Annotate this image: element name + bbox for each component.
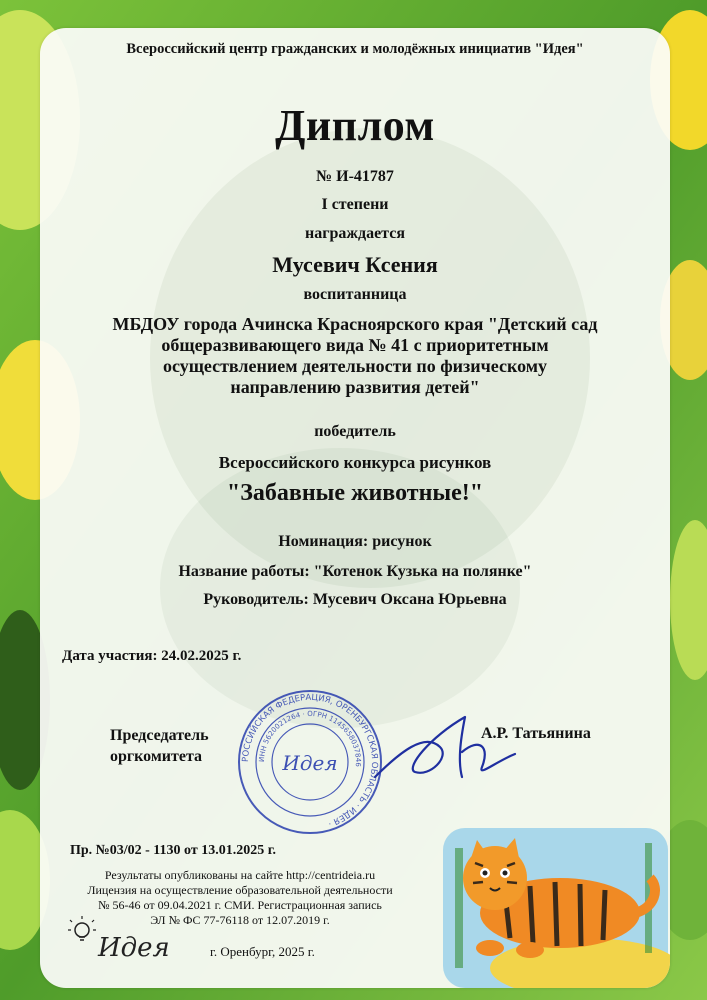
publication-line: ЭЛ № ФС 77-76118 от 12.07.2019 г. bbox=[150, 913, 330, 927]
chairman-name: А.Р. Татьянина bbox=[481, 725, 591, 742]
chairman-title-line: Председатель bbox=[110, 727, 209, 744]
city-year: г. Оренбург, 2025 г. bbox=[210, 944, 315, 959]
diploma-card bbox=[40, 28, 670, 988]
organization-stamp bbox=[236, 688, 384, 836]
institution-name bbox=[40, 314, 670, 398]
publication-line: № 56-46 от 09.04.2021 г. СМИ. Регистрационная запись bbox=[98, 898, 382, 912]
signature bbox=[370, 692, 520, 792]
stamp-outer-text: РОССИЙСКАЯ ФЕДЕРАЦИЯ, ОРЕНБУРГСКАЯ ОБЛАСТЬ · ИДЕЯ · bbox=[240, 692, 380, 829]
diploma-degree: I степени bbox=[321, 196, 389, 213]
recipient-name: Мусевич Ксения bbox=[272, 252, 438, 277]
institution-line: общеразвивающего вида № 41 с приоритетным bbox=[161, 335, 549, 355]
institution-line: осуществлением деятельности по физическому bbox=[162, 356, 548, 376]
awarded-label: награждается bbox=[305, 225, 405, 242]
bulb-icon bbox=[75, 923, 89, 937]
institution-line: направлению развития детей" bbox=[230, 377, 480, 397]
nomination: Номинация: рисунок bbox=[278, 533, 432, 550]
logo-text: Идея bbox=[98, 933, 170, 963]
publication-line: Лицензия на осуществление образовательной деятельности bbox=[87, 883, 393, 897]
stamp-center-text: Идея bbox=[282, 751, 338, 775]
chairman-title bbox=[110, 725, 209, 767]
diploma-number: № И-41787 bbox=[316, 168, 394, 185]
contest-name: Всероссийского конкурса рисунков bbox=[218, 453, 492, 472]
stamp-inner-text: ИНН 5620021264 · ОГРН 1145658037846 bbox=[257, 709, 363, 768]
diploma-title: Диплом bbox=[275, 101, 435, 150]
institution-line: МБДОУ города Ачинска Красноярского края "Детский сад bbox=[112, 314, 598, 334]
contest-title: "Забавные животные!" bbox=[226, 480, 484, 506]
organization-name: Всероссийский центр гражданских и молодёжных инициатив "Идея" bbox=[126, 41, 584, 57]
publication-line: Результаты опубликованы на сайте http://centrideia.ru bbox=[104, 868, 376, 882]
chairman-title-line: оргкомитета bbox=[110, 748, 202, 765]
idea-logo bbox=[68, 916, 188, 966]
work-title: Название работы: "Котенок Кузька на полянке" bbox=[178, 563, 532, 580]
participation-date: Дата участия: 24.02.2025 г. bbox=[62, 648, 242, 664]
recipient-role: воспитанница bbox=[303, 286, 407, 303]
tiger-drawing bbox=[435, 818, 670, 988]
order-number: Пр. №03/02 - 1130 от 13.01.2025 г. bbox=[70, 843, 276, 858]
supervisor: Руководитель: Мусевич Оксана Юрьевна bbox=[203, 591, 507, 608]
winner-label: победитель bbox=[314, 423, 396, 440]
